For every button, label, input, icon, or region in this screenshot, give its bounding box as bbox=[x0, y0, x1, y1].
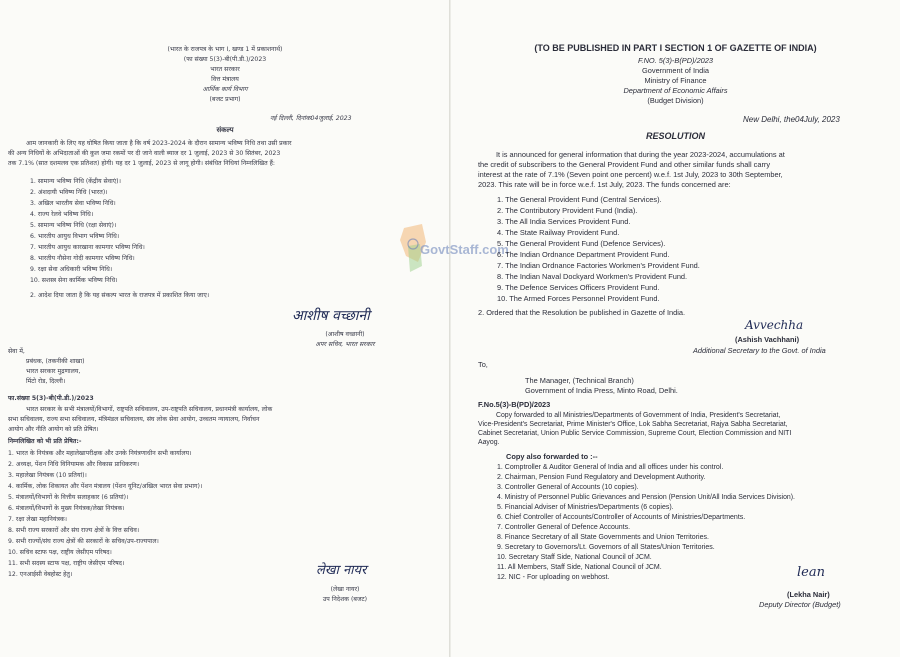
english-para-2: the credit of subscribers to the General Provident Fund and other similar funds shall carry bbox=[478, 160, 771, 169]
english-copy-item-12: 12. NIC - For uploading on webhost. bbox=[497, 574, 610, 581]
english-to-2: Government of India Press, Minto Road, Delhi. bbox=[525, 386, 678, 395]
english-to-label: To, bbox=[478, 360, 488, 369]
hindi-para-1: आम जानकारी के लिए यह घोषित किया जाता है कि वर्ष 2023-2024 के दौरान सामान्य भविष्य निधि तथा उसी प्रकार bbox=[26, 140, 292, 147]
english-fund-9: 9. The Defence Services Officers Provident Fund. bbox=[497, 283, 660, 292]
hindi-copy-para-3: आयोग और नीति आयोग को प्रति प्रेषित। bbox=[8, 426, 99, 433]
english-header: (TO BE PUBLISHED IN PART I SECTION 1 OF GAZETTE OF INDIA) bbox=[534, 43, 817, 53]
english-fund-10: 10. The Armed Forces Personnel Provident Fund. bbox=[497, 294, 660, 303]
english-to-1: The Manager, (Technical Branch) bbox=[525, 376, 634, 385]
hindi-fund-8: 8. भारतीय नौसेना गोदी कामगार भविष्य निधि। bbox=[30, 255, 135, 262]
english-copy-para-4: Aayog. bbox=[478, 439, 500, 446]
hindi-copy-para-2: सभा सचिवालय, राज्य सभा सचिवालय, मंत्रिमंडल सचिवालय, संघ लोक सेवा आयोग, उच्चतम न्यायालय, निर्वाचन bbox=[8, 416, 260, 423]
hindi-to-label: सेवा में, bbox=[8, 348, 25, 355]
english-page bbox=[451, 0, 900, 657]
english-deputy: (Lekha Nair) bbox=[787, 590, 830, 599]
english-file-no-top: F.NO. 5(3)-B(PD)/2023 bbox=[637, 56, 714, 65]
hindi-copy-also: निम्नलिखित को भी प्रति प्रेषित:- bbox=[8, 438, 82, 445]
english-fund-2: 2. The Contributory Provident Fund (India). bbox=[497, 206, 638, 215]
hindi-signature-1: आशीष वच्छानी bbox=[292, 308, 370, 324]
hindi-para-2: की अन्य निधियों के अभिदाताओं की कुल जमा रकमों पर दी जाने वाली ब्याज दर 1 जुलाई, 2023 से 30 सितंबर, 2023 bbox=[8, 150, 281, 157]
hindi-deputy: (लेखा नायर) bbox=[330, 586, 360, 593]
hindi-header-3: भारत सरकार bbox=[210, 66, 240, 73]
hindi-fund-7: 7. भारतीय आयुध कारखाना कामगार भविष्य निधि। bbox=[30, 244, 145, 251]
hindi-to-2: भारत सरकार मुद्रणालय, bbox=[26, 368, 81, 375]
english-copy-para-1: Copy forwarded to all Ministries/Departments of Government of India, President's Secretariat, bbox=[496, 412, 781, 419]
hindi-fund-1: 1. सामान्य भविष्य निधि (केंद्रीय सेवाएं)। bbox=[30, 178, 121, 185]
hindi-copy-item-1: 1. भारत के नियंत्रक और महालेखापरीक्षक और उनके नियंत्रणाधीन सभी कार्यालय। bbox=[8, 450, 192, 457]
hindi-para-3: तक 7.1% (सात दशमलव एक प्रतिशत) होगी। यह दर 1 जुलाई, 2023 से लागू होगी। संबंधित निधियां निम्नलिखित हैं: bbox=[8, 160, 275, 167]
hindi-page bbox=[0, 0, 449, 657]
hindi-deputy-title: उप निदेशक (बजट) bbox=[322, 596, 368, 603]
english-date: New Delhi, the04July, 2023 bbox=[743, 115, 840, 124]
hindi-fund-9: 9. रक्षा सेवा अधिकारी भविष्य निधि। bbox=[30, 266, 113, 273]
english-copy-item-7: 7. Controller General of Defence Accounts. bbox=[497, 524, 631, 531]
english-fund-5: 5. The General Provident Fund (Defence Services). bbox=[497, 239, 666, 248]
english-fund-4: 4. The State Railway Provident Fund. bbox=[497, 228, 620, 237]
english-fund-7: 7. The Indian Ordnance Factories Workmen's Provident Fund. bbox=[497, 261, 700, 270]
hindi-header-6: (बजट प्रभाग) bbox=[209, 96, 241, 103]
hindi-copy-item-3: 3. महालेखा नियंत्रक (10 प्रतियां)। bbox=[8, 472, 87, 479]
hindi-header-1: (भारत के राजपत्र के भाग I, खण्ड 1 में प्रकाशनार्थ) bbox=[167, 46, 283, 53]
hindi-fund-5: 5. सामान्य भविष्य निधि (रक्षा सेवाएं)। bbox=[30, 222, 117, 229]
english-deputy-title: Deputy Director (Budget) bbox=[759, 600, 841, 609]
english-copy-item-2: 2. Chairman, Pension Fund Regulatory and Development Authority. bbox=[497, 474, 706, 481]
hindi-copy-para-1: भारत सरकार के सभी मंत्रालयों/विभागों, राष्ट्रपति सचिवालय, उप-राष्ट्रपति सचिवालय, प्रधानमंत्री कार्यालय, लोक bbox=[26, 406, 273, 413]
english-para-4: 2023. This rate will be in force w.e.f. 1st July, 2023. The funds concerned are: bbox=[478, 180, 731, 189]
english-copy-item-6: 6. Chief Controller of Accounts/Controller of Accounts of Ministries/Departments. bbox=[497, 514, 746, 521]
english-ordered: 2. Ordered that the Resolution be published in Gazette of India. bbox=[478, 308, 686, 317]
hindi-copy-item-4: 4. कार्मिक, लोक शिकायत और पेंशन मंत्रालय (पेंशन यूनिट/अखिल भारत सेवा प्रभाग)। bbox=[8, 483, 203, 490]
english-division: (Budget Division) bbox=[647, 96, 704, 105]
hindi-fund-10: 10. सशस्त्र सेना कार्मिक भविष्य निधि। bbox=[30, 277, 118, 284]
english-copy-item-5: 5. Financial Adviser of Ministries/Departments (6 copies). bbox=[497, 504, 674, 511]
hindi-fund-2: 2. अंशदायी भविष्य निधि (भारत)। bbox=[30, 189, 108, 196]
hindi-signer: (आशीष वच्छानी) bbox=[325, 331, 365, 338]
english-para-3: interest at the rate of 7.1% (Seven point one percent) w.e.f. 1st July, 2023 to 30th September, bbox=[478, 170, 783, 179]
english-fund-8: 8. The Indian Naval Dockyard Workmen's Provident Fund. bbox=[497, 272, 688, 281]
english-fund-6: 6. The Indian Ordnance Department Provident Fund. bbox=[497, 250, 670, 259]
hindi-to-3: मिंटो रोड, दिल्ली। bbox=[26, 378, 66, 385]
english-copy-item-11: 11. All Members, Staff Side, National Council of JCM. bbox=[497, 564, 662, 571]
english-title: RESOLUTION bbox=[645, 131, 705, 141]
english-org-2: Ministry of Finance bbox=[644, 76, 707, 85]
hindi-header-4: वित्त मंत्रालय bbox=[211, 76, 239, 83]
english-org-1: Government of India bbox=[642, 66, 709, 75]
hindi-date: नई दिल्ली, दिनांक04जुलाई, 2023 bbox=[270, 115, 352, 122]
hindi-copy-item-5: 5. मंत्रालयों/विभागों के वित्तीय सलाहकार (6 प्रतियां)। bbox=[8, 494, 129, 501]
english-copy-item-9: 9. Secretary to Governors/Lt. Governors of all States/Union Territories. bbox=[497, 544, 715, 551]
english-file-no: F.No.5(3)-B(PD)/2023 bbox=[478, 400, 551, 409]
hindi-fund-4: 4. राज्य रेलवे भविष्य निधि। bbox=[30, 211, 94, 218]
hindi-copy-item-7: 7. रक्षा लेखा महानियंत्रक। bbox=[8, 516, 67, 523]
hindi-header-5: आर्थिक कार्य विभाग bbox=[202, 86, 248, 93]
hindi-copy-item-2: 2. अध्यक्ष, पेंशन निधि विनियामक और विकास प्राधिकरण। bbox=[8, 461, 140, 468]
english-copy-para-2: Vice-President's Secretariat, Prime Minister's Office, Lok Sabha Secretariat, Rajya Sabha Secretariat, bbox=[478, 421, 788, 428]
hindi-copy-item-9: 9. सभी राज्यों/संघ राज्य क्षेत्रों की सरकारों के सचिव/उप-राज्यपाल। bbox=[8, 538, 159, 545]
hindi-copy-item-8: 8. सभी राज्य सरकारों और संघ राज्य क्षेत्रों के वित्त सचिव। bbox=[8, 527, 140, 534]
hindi-copy-item-11: 11. सभी सदस्य स्टाफ पक्ष, राष्ट्रीय जेसीएम परिषद। bbox=[8, 560, 125, 567]
english-copy-also: Copy also forwarded to :-- bbox=[506, 452, 598, 461]
english-fund-1: 1. The General Provident Fund (Central Services). bbox=[497, 195, 662, 204]
english-copy-para-3: Cabinet Secretariat, Union Public Service Commission, Supreme Court, Election Commission and NITI bbox=[478, 430, 792, 437]
hindi-signer-title: अपर सचिव, भारत सरकार bbox=[315, 341, 375, 348]
english-dept: Department of Economic Affairs bbox=[623, 86, 728, 95]
hindi-copy-item-6: 6. मंत्रालयों/विभागों के मुख्य नियंत्रक/लेखा नियंत्रक। bbox=[8, 505, 125, 512]
english-copy-item-3: 3. Controller General of Accounts (10 copies). bbox=[497, 484, 639, 491]
hindi-signature-2: लेखा नायर bbox=[316, 563, 367, 578]
english-copy-item-1: 1. Comptroller & Auditor General of India and all offices under his control. bbox=[497, 464, 724, 471]
english-signature-1: Avvechha bbox=[745, 318, 804, 332]
english-fund-3: 3. The All India Services Provident Fund. bbox=[497, 217, 631, 226]
hindi-header-2: (फा संख्या 5(3)-बी(पी.डी.)/2023 bbox=[183, 56, 267, 63]
hindi-copy-item-12: 12. एनआईसी वेबहोस्ट हेतु। bbox=[8, 571, 73, 578]
hindi-title: संकल्प bbox=[216, 126, 234, 134]
hindi-ordered: 2. आदेश दिया जाता है कि यह संकल्प भारत के राजपत्र में प्रकाशित किया जाए। bbox=[30, 292, 210, 299]
hindi-file-no: फा.संख्या 5(3)-बी(पी.डी.)/2023 bbox=[8, 395, 94, 402]
watermark-text: GovtStaff.com bbox=[420, 242, 509, 257]
hindi-copy-item-10: 10. सचिव स्टाफ पक्ष, राष्ट्रीय जेसीएम परिषद। bbox=[8, 549, 112, 556]
english-para-1: It is announced for general information that during the year 2023-2024, accumulations at bbox=[496, 150, 785, 159]
hindi-fund-6: 6. भारतीय आयुध विभाग भविष्य निधि। bbox=[30, 233, 120, 240]
english-signer: (Ashish Vachhani) bbox=[735, 335, 800, 344]
english-copy-item-4: 4. Ministry of Personnel Public Grievances and Pension (Pension Unit/All India Services Division). bbox=[497, 494, 795, 501]
english-signature-2: lean bbox=[797, 565, 825, 580]
hindi-to-1: प्रबंधक, (तकनीकी शाखा) bbox=[26, 358, 85, 365]
english-signer-title: Additional Secretary to the Govt. of India bbox=[693, 346, 826, 355]
hindi-fund-3: 3. अखिल भारतीय सेवा भविष्य निधि। bbox=[30, 200, 116, 207]
english-copy-item-8: 8. Finance Secretary of all State Governments and Union Territories. bbox=[497, 534, 709, 541]
english-copy-item-10: 10. Secretary Staff Side, National Council of JCM. bbox=[497, 554, 652, 561]
